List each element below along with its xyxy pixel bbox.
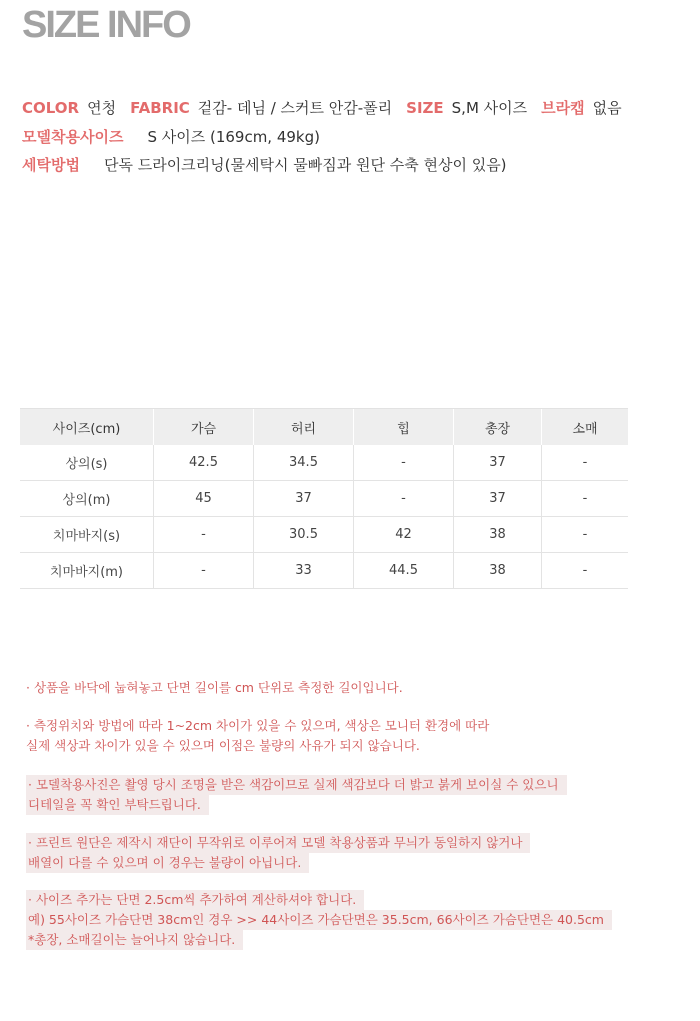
table-cell: - <box>354 481 454 517</box>
table-cell: 30.5 <box>254 517 354 553</box>
spec-line-3 <box>22 154 507 175</box>
note-print-fabric <box>26 833 530 873</box>
header-hip: 힙 <box>354 409 454 446</box>
note-text: *총장, 소매길이는 늘어나지 않습니다. <box>26 930 243 950</box>
table-cell: 34.5 <box>254 445 354 481</box>
table-cell: 45 <box>154 481 254 517</box>
table-cell: 상의(s) <box>20 445 154 481</box>
table-row <box>20 481 628 517</box>
note-size-extension <box>26 890 612 950</box>
table-cell: 37 <box>454 481 542 517</box>
table-cell: - <box>354 445 454 481</box>
table-cell: 44.5 <box>354 553 454 589</box>
size-label: SIZE <box>406 99 444 117</box>
note-text: · 모델착용사진은 촬영 당시 조명을 받은 색감이므로 실제 색감보다 더 밝고 붉게 보이실 수 있으니 <box>26 775 567 795</box>
note-text: · 측정위치와 방법에 따라 1~2cm 차이가 있을 수 있으며, 색상은 모니터 환경에 따라 <box>26 718 490 733</box>
table-cell: 38 <box>454 553 542 589</box>
header-waist: 허리 <box>254 409 354 446</box>
header-chest: 가슴 <box>154 409 254 446</box>
note-text: 예) 55사이즈 가슴단면 38cm인 경우 >> 44사이즈 가슴단면은 35.5cm, 66사이즈 가슴단면은 40.5cm <box>26 910 612 930</box>
table-cell: - <box>542 481 628 517</box>
size-table <box>20 408 628 589</box>
wash-label: 세탁방법 <box>22 156 80 174</box>
table-cell: 33 <box>254 553 354 589</box>
table-cell: - <box>542 517 628 553</box>
bracap-label: 브라캡 <box>541 99 585 117</box>
table-row <box>20 517 628 553</box>
color-label: COLOR <box>22 99 80 117</box>
note-text: · 사이즈 추가는 단면 2.5cm씩 추가하여 계산하셔야 합니다. <box>26 890 364 910</box>
header-size: 사이즈(cm) <box>20 409 154 446</box>
fabric-value: 겉감- 데님 / 스커트 안감-폴리 <box>197 99 393 117</box>
header-sleeve: 소매 <box>542 409 628 446</box>
spec-line-2 <box>22 126 320 147</box>
table-cell: 42 <box>354 517 454 553</box>
note-text: · 프린트 원단은 제작시 재단이 무작위로 이루어져 모델 착용상품과 무늬가 동일하지 않거나 <box>26 833 530 853</box>
color-value: 연청 <box>87 99 117 117</box>
note-model-photo <box>26 775 567 815</box>
model-size-label: 모델착용사이즈 <box>22 128 124 146</box>
wash-value: 단독 드라이크리닝(물세탁시 물빠짐과 원단 수축 현상이 있음) <box>103 156 507 174</box>
table-cell: - <box>542 553 628 589</box>
table-cell: 38 <box>454 517 542 553</box>
size-value: S,M 사이즈 <box>451 99 528 117</box>
table-row <box>20 553 628 589</box>
table-cell: - <box>154 553 254 589</box>
table-cell: 치마바지(m) <box>20 553 154 589</box>
note-text: 배열이 다를 수 있으며 이 경우는 불량이 아닙니다. <box>26 853 309 873</box>
note-deviation <box>26 716 489 756</box>
model-size-value: S 사이즈 (169cm, 49kg) <box>147 128 320 146</box>
page-title: SIZE INFO <box>22 4 190 46</box>
table-cell: 37 <box>254 481 354 517</box>
table-cell: 치마바지(s) <box>20 517 154 553</box>
table-row <box>20 445 628 481</box>
table-cell: - <box>154 517 254 553</box>
table-cell: - <box>542 445 628 481</box>
bracap-value: 없음 <box>592 99 622 117</box>
table-cell: 상의(m) <box>20 481 154 517</box>
spec-line-1 <box>22 97 622 118</box>
header-length: 총장 <box>454 409 542 446</box>
note-text: 디테일을 꼭 확인 부탁드립니다. <box>26 795 209 815</box>
note-text: · 상품을 바닥에 눕혀놓고 단면 길이를 cm 단위로 측정한 길이입니다. <box>26 680 403 695</box>
table-cell: 37 <box>454 445 542 481</box>
table-header-row <box>20 409 628 446</box>
table-cell: 42.5 <box>154 445 254 481</box>
note-text: 실제 색상과 차이가 있을 수 있으며 이점은 불량의 사유가 되지 않습니다. <box>26 738 420 753</box>
note-measurement <box>26 678 403 698</box>
fabric-label: FABRIC <box>130 99 190 117</box>
